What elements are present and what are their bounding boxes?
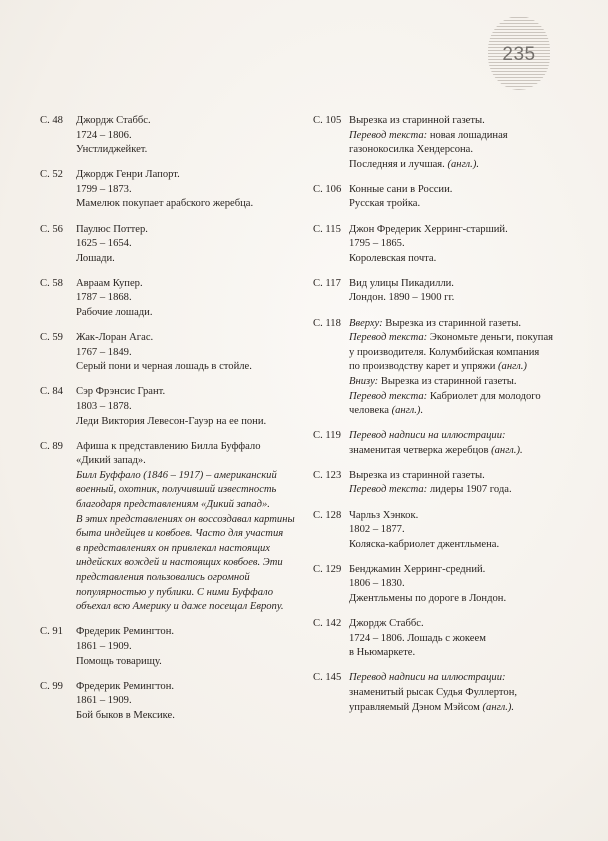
caption-line: Джордж Генри Лапорт. <box>76 169 180 181</box>
caption-page-ref: С. 89 <box>40 440 63 452</box>
caption-line <box>349 158 583 173</box>
caption-line: 1724 – 1806. <box>76 129 132 141</box>
caption-page-ref: С. 119 <box>313 430 341 442</box>
caption-entry <box>313 317 583 419</box>
caption-text <box>76 385 302 429</box>
caption-line: Чарльз Хэнкок. <box>349 509 419 521</box>
caption-text <box>76 331 302 375</box>
caption-entry <box>313 509 583 553</box>
caption-line: Перевод надписи на иллюстрации: <box>349 672 506 684</box>
caption-fragment: Перевод текста: <box>349 390 430 402</box>
caption-line <box>349 360 583 375</box>
caption-line: Унстлиджейкет. <box>76 144 148 156</box>
caption-line: Рабочие лошади. <box>76 307 153 319</box>
caption-fragment: (англ.). <box>391 405 424 417</box>
caption-line: В этих представлениях он воссоздавал картины <box>76 513 295 525</box>
caption-text <box>349 223 583 267</box>
caption-line: Мамелюк покупает арабского жеребца. <box>76 198 254 210</box>
caption-fragment: Вверху: <box>349 317 386 329</box>
caption-line: 1799 – 1873. <box>76 183 132 195</box>
caption-entry <box>313 223 583 267</box>
caption-text <box>76 440 302 615</box>
caption-line: Авраам Купер. <box>76 277 143 289</box>
caption-line <box>349 317 583 332</box>
caption-fragment: Перевод текста: <box>349 129 430 141</box>
caption-text <box>76 223 302 267</box>
caption-fragment: управляемый Дэном Мэйсом <box>349 701 483 713</box>
caption-line: Серый пони и черная лошадь в стойле. <box>76 361 252 373</box>
caption-entry <box>40 331 302 375</box>
caption-line: объехал всю Америку и даже посещал Европу. <box>76 601 284 613</box>
caption-line: Конные сани в России. <box>349 183 453 195</box>
caption-line <box>349 701 583 716</box>
caption-fragment: Кабриолет для молодого <box>429 390 541 402</box>
caption-line: Джентльмены по дороге в Лондон. <box>349 593 507 605</box>
caption-fragment: Внизу: <box>349 375 381 387</box>
caption-line: Перевод надписи на иллюстрации: <box>349 430 506 442</box>
caption-line: Билл Буффало (1846 – 1917) – американский <box>76 469 277 481</box>
caption-entry <box>313 114 583 172</box>
caption-line <box>349 483 583 498</box>
caption-fragment: Перевод текста: <box>349 332 430 344</box>
caption-line <box>349 390 583 405</box>
caption-line: быта индейцев и ковбоев. Часто для участия <box>76 528 284 540</box>
caption-line: 1795 – 1865. <box>349 238 405 250</box>
caption-line: 1806 – 1830. <box>349 578 405 590</box>
caption-line: Королевская почта. <box>349 252 437 264</box>
caption-fragment: (англ.). <box>482 701 515 713</box>
caption-line: в Ньюмаркете. <box>349 647 416 659</box>
caption-text <box>76 680 302 724</box>
caption-fragment: Последняя и лучшая. <box>349 158 448 170</box>
caption-line: Афиша к представлению Билла Буффало <box>76 440 261 452</box>
caption-text <box>349 563 583 607</box>
caption-page-ref: С. 56 <box>40 223 63 235</box>
caption-line: 1767 – 1849. <box>76 346 132 358</box>
caption-text <box>349 469 583 498</box>
caption-line: индейских вождей и настоящих ковбоев. Эти <box>76 557 283 569</box>
caption-entry <box>313 277 583 306</box>
caption-page-ref: С. 115 <box>313 223 341 235</box>
caption-line: Лондон. 1890 – 1900 гг. <box>349 292 455 304</box>
caption-page-ref: С. 106 <box>313 183 342 195</box>
caption-fragment: по производству карет и упряжи <box>349 361 499 373</box>
caption-fragment: Перевод текста: <box>349 484 430 496</box>
caption-entry <box>313 563 583 607</box>
caption-line: 1803 – 1878. <box>76 401 132 412</box>
caption-line: Бой быков в Мексике. <box>76 709 175 721</box>
caption-entry <box>40 114 302 158</box>
caption-line: Джон Фредерик Херринг-старший. <box>349 223 508 235</box>
caption-line: Леди Виктория Левесон-Гауэр на ее пони. <box>76 415 267 427</box>
caption-line: Сэр Фрэнсис Грант. <box>76 386 166 398</box>
caption-fragment: человека <box>349 405 392 417</box>
caption-line: Лошади. <box>76 252 115 264</box>
caption-text <box>349 509 583 553</box>
caption-line: Вид улицы Пикадилли. <box>349 277 454 289</box>
caption-entry <box>313 429 583 458</box>
caption-page-ref: С. 58 <box>40 277 63 289</box>
caption-line: знаменитый рысак Судья Фуллертон, <box>349 687 518 698</box>
page-number-stamp <box>488 16 550 90</box>
left-column <box>40 114 302 734</box>
caption-page-ref: С. 105 <box>313 115 342 126</box>
caption-entry <box>313 469 583 498</box>
caption-fragment: (англ.). <box>491 444 523 456</box>
caption-entry <box>40 277 302 321</box>
caption-line <box>349 404 583 419</box>
page-number: 235 <box>502 44 536 65</box>
caption-line: 1625 – 1654. <box>76 238 132 250</box>
caption-line: популярностью у публики. С ними Буффало <box>76 586 274 598</box>
caption-page-ref: С. 52 <box>40 169 63 181</box>
caption-fragment: новая лошадиная <box>429 129 508 141</box>
caption-fragment: Вырезка из старинной газеты. <box>385 317 522 329</box>
caption-line: газонокосилка Хендерсона. <box>349 144 474 156</box>
caption-page-ref: С. 117 <box>313 277 341 289</box>
caption-line: представления пользовались огромной <box>76 572 250 584</box>
caption-line: военный, охотник, получивший известность <box>76 484 277 496</box>
caption-entry <box>313 671 583 715</box>
caption-line: Фредерик Ремингтон. <box>76 680 175 692</box>
caption-line: Вырезка из старинной газеты. <box>349 469 485 481</box>
caption-line: у производителя. Колумбийская компания <box>349 346 540 358</box>
caption-text <box>349 429 583 458</box>
caption-text <box>76 277 302 321</box>
caption-page-ref: С. 118 <box>313 317 341 329</box>
caption-line: Русская тройка. <box>349 198 421 210</box>
caption-text <box>76 168 302 212</box>
caption-fragment: лидеры 1907 года. <box>429 484 512 496</box>
caption-line: Джордж Стаббс. <box>349 618 424 630</box>
caption-page-ref: С. 48 <box>40 115 63 126</box>
caption-line: Вырезка из старинной газеты. <box>349 115 485 126</box>
caption-entry <box>40 385 302 429</box>
caption-line: Коляска-кабриолет джентльмена. <box>349 538 500 550</box>
caption-text <box>76 625 302 669</box>
caption-entry <box>313 617 583 661</box>
caption-line: Фредерик Ремингтон. <box>76 626 175 638</box>
caption-page-ref: С. 129 <box>313 563 342 575</box>
caption-text <box>76 114 302 158</box>
caption-page-ref: С. 123 <box>313 469 342 481</box>
caption-page-ref: С. 59 <box>40 332 63 344</box>
caption-fragment: Экономьте деньги, покупая <box>429 332 554 344</box>
caption-line: 1724 – 1806. Лошадь с жокеем <box>349 632 486 644</box>
caption-line: Жак-Лоран Агас. <box>76 332 154 344</box>
caption-line: благодаря представлениям «Дикий запад». <box>76 499 270 511</box>
caption-text <box>349 317 583 419</box>
caption-line: «Дикий запад». <box>76 455 146 467</box>
caption-page-ref: С. 99 <box>40 680 63 692</box>
caption-line: Бенджамин Херринг-средний. <box>349 563 486 575</box>
caption-line: 1802 – 1877. <box>349 524 405 536</box>
caption-text <box>349 183 583 212</box>
caption-entry <box>40 223 302 267</box>
caption-line: Паулюс Поттер. <box>76 223 148 235</box>
caption-entry <box>40 168 302 212</box>
caption-line: 1861 – 1909. <box>76 695 132 707</box>
caption-line: 1787 – 1868. <box>76 292 132 304</box>
caption-page-ref: С. 128 <box>313 509 342 521</box>
caption-fragment: знаменитая четверка жеребцов <box>349 444 492 456</box>
caption-line: 1861 – 1909. <box>76 640 132 652</box>
caption-line <box>349 129 583 144</box>
caption-text <box>349 114 583 172</box>
caption-fragment: (англ.). <box>447 158 480 170</box>
caption-text <box>349 617 583 661</box>
caption-page-ref: С. 91 <box>40 626 63 638</box>
caption-line: Джордж Стаббс. <box>76 115 151 126</box>
caption-line <box>349 375 583 390</box>
caption-fragment: (англ.) <box>498 361 527 373</box>
caption-entry <box>40 680 302 724</box>
caption-page-ref: С. 142 <box>313 618 342 630</box>
caption-entry <box>40 440 302 615</box>
caption-fragment: Вырезка из старинной газеты. <box>380 375 517 387</box>
caption-text <box>349 277 583 306</box>
caption-page-ref: С. 84 <box>40 386 63 398</box>
caption-line <box>349 331 583 346</box>
caption-line <box>349 444 583 459</box>
caption-text <box>349 671 583 715</box>
caption-page-ref: С. 145 <box>313 672 342 684</box>
caption-line: Помощь товарищу. <box>76 655 162 667</box>
caption-entry <box>40 625 302 669</box>
caption-line: в представлениях он привлекал настоящих <box>76 542 270 554</box>
right-column <box>313 114 583 726</box>
caption-entry <box>313 183 583 212</box>
